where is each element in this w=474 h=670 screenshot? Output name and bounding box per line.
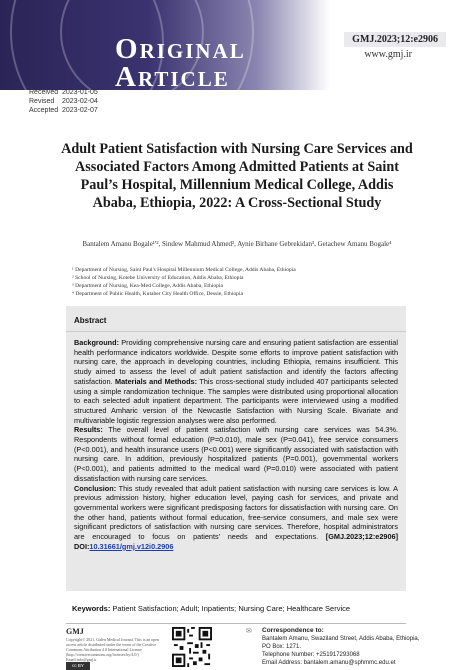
keywords-label: Keywords: bbox=[72, 604, 111, 613]
footer-divider bbox=[66, 623, 406, 624]
methods-text: This cross-sectional study included 407 participants selected using a simple randomization technique. The samples were distributed using proportional allocation to each selected adult inpatient department. The participants were interviewed using a modified structured Amharic version of the Newcastle Satisfaction with Nursing Scale. Bivariate and multivariable logistic regression analyses were also performed. bbox=[74, 376, 398, 425]
background-text: Providing comprehensive nursing care and ensuring patient satisfaction are essential health performance indicators worldwide. Despite some efforts to improve patient satisfaction with nursing care, the approach in developing countries, including Ethiopia, remains insufficient. This study aimed to assess the level of adult patient satisfaction and identify the factors affecting satisfaction. bbox=[74, 338, 398, 386]
abstract-box bbox=[66, 306, 406, 591]
affiliation-item: ³ Department of Nursing, Kea-Med College, Addis Ababa, Ethiopia bbox=[72, 283, 223, 289]
abstract-heading: Abstract bbox=[74, 316, 107, 325]
journal-id-badge: GMJ.2023;12:e2906 bbox=[344, 32, 446, 47]
citation-id: [GMJ.2023;12:e2906] bbox=[325, 532, 398, 542]
date-row: Accepted 2023-02-07 bbox=[29, 107, 98, 114]
journal-url[interactable]: www.gmj.ir bbox=[364, 49, 412, 60]
abstract-text bbox=[74, 338, 398, 551]
doi-label: DOI: bbox=[74, 541, 90, 551]
author-list: Bantalem Amanu Bogale¹′², Sindew Mahmud Ahmed³, Aynie Birhane Gebrekidan³, Getachew Amanu Bogale⁴ bbox=[82, 240, 392, 248]
correspondence-block bbox=[262, 627, 422, 667]
abstract-divider bbox=[66, 331, 406, 332]
envelope-icon: ✉ bbox=[246, 627, 252, 635]
creative-commons-icon[interactable]: cc BY bbox=[66, 662, 90, 670]
methods-label: Materials and Methods: bbox=[115, 376, 198, 386]
correspondence-line: Email Address: bantalem.amanu@sphmmc.edu.et bbox=[262, 660, 396, 666]
footer-journal-name: GMJ bbox=[66, 627, 84, 636]
results-label: Results: bbox=[74, 425, 103, 435]
correspondence-line: Bantalem Amanu, Swaziland Street, Addis Ababa, Ethiopia, PO Box: 1271. bbox=[262, 636, 420, 650]
results-text: The overall level of patient satisfaction with nursing care services was 54.3%. Respondents without formal education (P=0.010), male sex (P=0.041), free service consumers (P<0.001), and health insurance users (P<0.001) were significantly associated with satisfaction with nursing care. In addition, previously hospitalized patients (P=0.001), governmental workers (P<0.001), and patients admitted to the medical ward (P=0.010) were associated with patient dissatisfaction with nursing care services. bbox=[74, 425, 398, 483]
correspondence-heading: Correspondence to: bbox=[262, 627, 324, 634]
keywords bbox=[72, 604, 350, 613]
background-label: Background: bbox=[74, 338, 119, 347]
keywords-text: Patient Satisfaction; Adult; Inpatients; Nursing Care; Healthcare Service bbox=[110, 604, 351, 613]
date-row: Revised 2023-02-04 bbox=[29, 98, 98, 105]
qr-code-icon bbox=[172, 627, 212, 667]
conclusion-label: Conclusion: bbox=[74, 483, 117, 493]
doi-link[interactable]: 10.31661/gmj.v12i0.2906 bbox=[89, 541, 174, 551]
date-row: Received 2023-01-05 bbox=[29, 89, 98, 96]
article-title: Adult Patient Satisfaction with Nursing Care Services and Associated Factors Among Admitted Patients at Saint Paul’s Hospital, Millennium Medical College, Addis Ababa, Ethiopia, 2022: A Cross-Sectional Study bbox=[61, 141, 413, 211]
copyright-notice: Copyright© 2021, Galen Medical Journal. This is an open access article distributed under the terms of the Creative Commons Attribution 4.0 International License (http://creativecommons.org/licenses/by/4.0/) Email:info@gmj.ir bbox=[66, 637, 159, 662]
affiliation-item: ¹ Department of Nursing, Saint Paul's Hospital Millennium Medical College, Addis Ababa, Ethiopia bbox=[72, 267, 296, 273]
conclusion-text: This study revealed that adult patient satisfaction with nursing care services is low. A previous admission history, higher education level, paying cash for services, and private and governmental workers were significant predisposing factors for dissatisfaction with nursing care. On the other hand, patients without formal education, free-service consumers, and male sex were significant predictors of satisfaction with nursing care services. Therefore, hospital administrators are encouraged to focus on patients' needs and expectations. bbox=[74, 483, 398, 542]
affiliation-item: ⁴ Department of Public Health, Kutaber City Health Office, Dessie, Ethiopia bbox=[72, 291, 244, 297]
affiliation-item: ² School of Nursing, Kotebe University of Education, Addis Ababa, Ethiopia bbox=[72, 275, 244, 281]
article-type-logo: ORIGINAL ARTICLE bbox=[115, 33, 246, 93]
correspondence-line: Telephone Number: +251917293068 bbox=[262, 652, 360, 658]
affiliations bbox=[72, 266, 296, 298]
submission-dates bbox=[29, 88, 98, 115]
